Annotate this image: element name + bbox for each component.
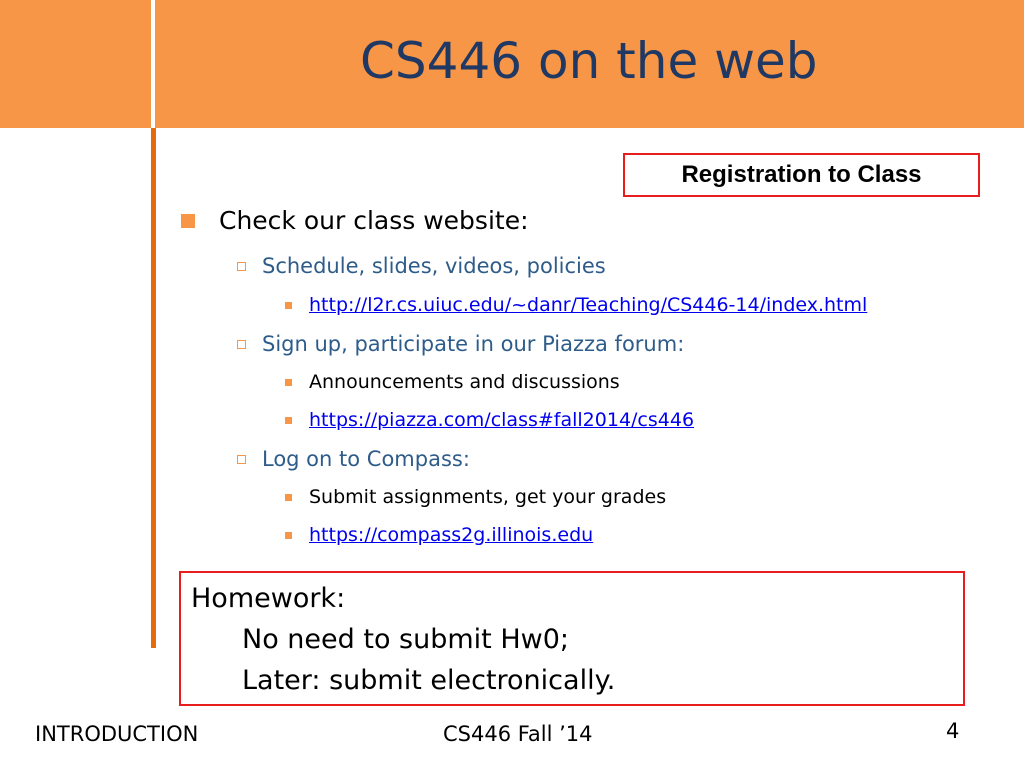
sub-bullet-text: Sign up, participate in our Piazza forum: <box>262 332 685 356</box>
registration-label: Registration to Class <box>681 161 922 188</box>
class-website-link[interactable]: http://l2r.cs.uiuc.edu/~danr/Teaching/CS446-14/index.html <box>309 294 868 316</box>
small-square-bullet-icon <box>285 532 292 539</box>
sub-bullet-item <box>237 332 684 356</box>
hollow-square-bullet-icon <box>237 262 246 271</box>
hollow-square-bullet-icon <box>237 455 246 464</box>
header-divider <box>151 0 155 128</box>
sub-sub-bullet-item <box>285 486 666 508</box>
small-square-bullet-icon <box>285 302 292 309</box>
compass-link[interactable]: https://compass2g.illinois.edu <box>309 524 594 546</box>
small-square-bullet-icon <box>285 494 292 501</box>
sub-sub-bullet-item <box>285 371 620 393</box>
piazza-link[interactable]: https://piazza.com/class#fall2014/cs446 <box>309 409 695 431</box>
small-square-bullet-icon <box>285 379 292 386</box>
small-square-bullet-icon <box>285 417 292 424</box>
sub-sub-bullet-item <box>285 294 867 316</box>
sub-bullet-item <box>237 254 606 278</box>
slide-title: CS446 on the web <box>360 32 818 90</box>
registration-box <box>623 153 980 197</box>
sub-sub-bullet-item <box>285 409 694 431</box>
square-bullet-icon <box>181 214 195 228</box>
page-number: 4 <box>946 719 960 743</box>
footer-course-label: CS446 Fall ’14 <box>443 722 593 746</box>
bullet-text: Check our class website: <box>219 206 529 235</box>
sub-sub-bullet-item <box>285 524 593 546</box>
homework-line: No need to submit Hw0; <box>242 624 569 655</box>
sub-sub-bullet-text: Announcements and discussions <box>309 371 620 393</box>
bullet-item <box>181 206 529 235</box>
homework-line: Later: submit electronically. <box>242 665 616 696</box>
hollow-square-bullet-icon <box>237 340 246 349</box>
left-accent-line <box>151 128 156 648</box>
sub-bullet-text: Log on to Compass: <box>262 447 470 471</box>
sub-bullet-item <box>237 447 470 471</box>
sub-bullet-text: Schedule, slides, videos, policies <box>262 254 606 278</box>
homework-box <box>179 571 965 706</box>
homework-heading: Homework: <box>191 583 346 614</box>
footer-section-label: INTRODUCTION <box>35 722 199 746</box>
sub-sub-bullet-text: Submit assignments, get your grades <box>309 486 667 508</box>
